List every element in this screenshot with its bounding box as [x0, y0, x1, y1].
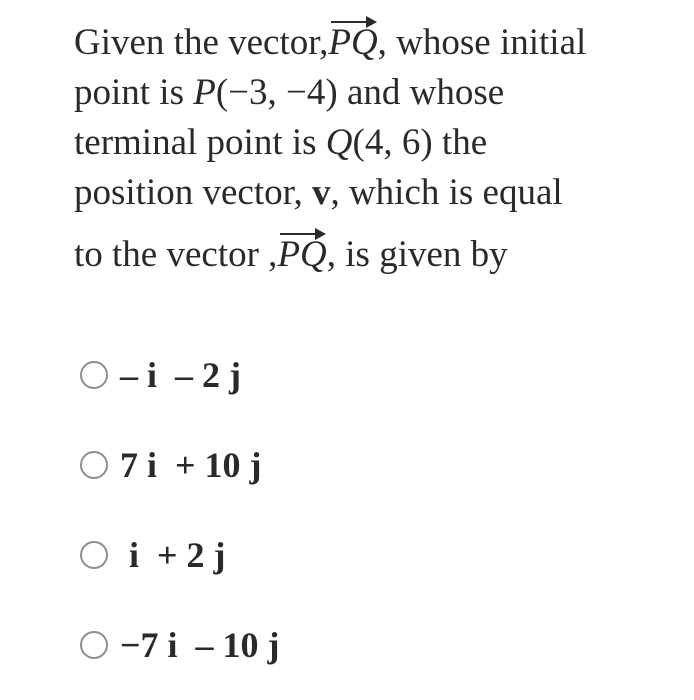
vector-v-label: v: [311, 172, 331, 213]
point-q-coords: (4, 6) the: [352, 122, 488, 163]
radio-button[interactable]: [80, 451, 108, 479]
answer-option-4[interactable]: [80, 600, 280, 690]
vector-pq: PQ: [277, 230, 326, 280]
answer-option-3[interactable]: [80, 510, 280, 600]
answer-option-2[interactable]: [80, 420, 280, 510]
answer-options: [80, 330, 280, 690]
vector-pq: PQ: [328, 18, 377, 68]
question-line-2: [74, 68, 674, 118]
point-q-label: Q: [325, 122, 353, 163]
question-line-1-suffix: , whose initial: [377, 22, 587, 63]
answer-option-label: – i – 2 j: [120, 355, 241, 395]
question-text: [74, 18, 674, 280]
question-line-3-prefix: terminal point is: [74, 122, 326, 163]
question-line-4: [74, 168, 674, 218]
answer-option-label: −7 i – 10 j: [120, 625, 280, 665]
question-line-2-prefix: point is: [74, 72, 194, 113]
answer-option-1[interactable]: [80, 330, 280, 420]
question-line-3: [74, 118, 674, 168]
question-line-5-suffix: , is given by: [326, 234, 508, 275]
question-line-5: [74, 230, 674, 280]
radio-button[interactable]: [80, 631, 108, 659]
answer-option-label: i + 2 j: [120, 535, 226, 575]
question-line-5-prefix: to the vector ,: [74, 234, 278, 275]
point-p-coords: (−3, −4) and whose: [215, 72, 505, 113]
radio-button[interactable]: [80, 361, 108, 389]
question-line-1-prefix: Given the vector,: [74, 22, 329, 63]
question-line-4-prefix: position vector,: [74, 172, 312, 213]
answer-option-label: 7 i + 10 j: [120, 445, 262, 485]
question-line-1: [74, 18, 674, 68]
point-p-label: P: [193, 72, 216, 113]
question-line-4-suffix: , which is equal: [330, 172, 563, 213]
radio-button[interactable]: [80, 541, 108, 569]
